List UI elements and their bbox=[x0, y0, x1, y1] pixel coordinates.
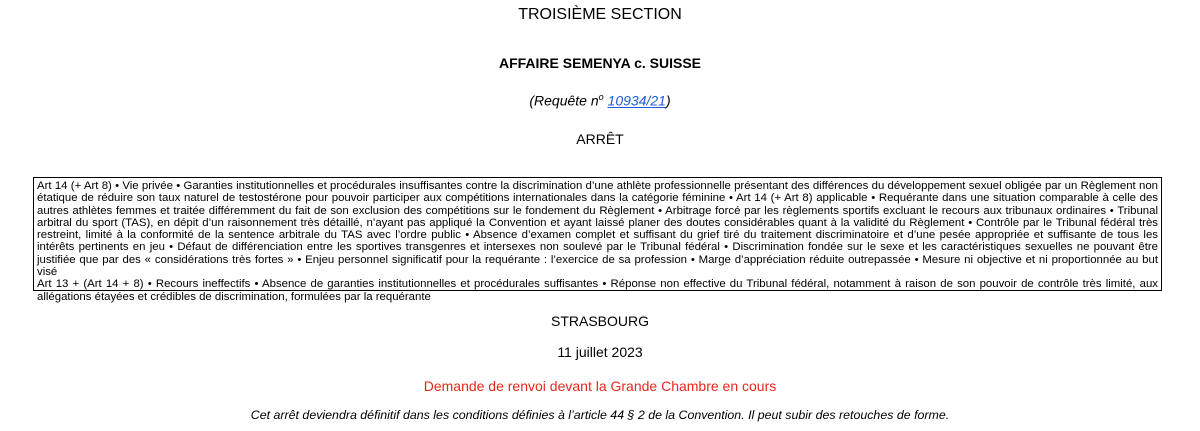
judgment-label: ARRÊT bbox=[576, 131, 624, 147]
request-ordinal: o bbox=[598, 92, 604, 102]
finality-note: Cet arrêt deviendra définitif dans les conditions définies à l’article 44 § 2 de la Convention. Il peut subir des retouches de forme. bbox=[250, 408, 950, 422]
judgment-date: 11 juillet 2023 bbox=[557, 344, 643, 360]
section-heading: TROISIÈME SECTION bbox=[518, 6, 682, 23]
request-suffix: ) bbox=[665, 92, 671, 109]
keywords-paragraph-art14: Art 14 (+ Art 8) • Vie privée • Garanties institutionnelles et procédurales insuffisantes contre la discrimination d’une athlète professionnelle présentant des différences du développement sexuel obligée par un Règlement non étatique de réduire son taux naturel de testostérone pour pouvoir participer aux compétitions internationales dans la catégorie féminine • Art 14 (+ Art 8) applicable • Requérante dans une situation comparable à celle des autres athlètes femmes et traitée différemment du fait de son exclusion des compétitions sur le fondement du Règlement • Arbitrage forcé par les règlements sportifs excluant le recours aux tribunaux ordinaires • Tribunal arbitral du sport (TAS), en dépit d’un raisonnement très détaillé, n’ayant pas appliqué la Convention et ayant laissé planer des doutes considérables quant à la validité du Règlement • Contrôle par le Tribunal fédéral très restreint, limité à la conformité de la sentence arbitrale du TAS avec l’ordre public • Absence d’examen complet et suffisant du grief tiré du traitement discriminatoire et d’une pesée appropriée et suffisante de tous les intérêts pertinents en jeu • Défaut de différenciation entre les sportives transgenres et intersexes non soulevé par le Tribunal fédéral • Discrimination fondée sur le sexe et les caractéristiques sexuelles ne pouvant être justifiée que par des « considérations très fortes » • Enjeu personnel significatif pour la requérante : l’exercice de sa profession • Marge d’appréciation réduite outrepassée • Mesure ni objective et ni proportionnée au but visé bbox=[37, 180, 1158, 279]
place: STRASBOURG bbox=[550, 313, 649, 329]
request-number-link[interactable]: 10934/21 bbox=[607, 92, 666, 109]
keywords-box bbox=[33, 177, 1162, 303]
request-number-line bbox=[0, 87, 1200, 111]
request-prefix: (Requête n bbox=[529, 92, 599, 109]
referral-status: Demande de renvoi devant la Grande Chambre en cours bbox=[423, 378, 777, 394]
case-title: AFFAIRE SEMENYA c. SUISSE bbox=[498, 55, 701, 71]
keywords-paragraph-art13: Art 13 + (Art 14 + 8) • Recours ineffectifs • Absence de garanties institutionnelles et procédurales suffisantes • Réponse non effective du Tribunal fédéral, notamment à raison de son pouvoir de contrôle très limité, aux allégations étayées et crédibles de discrimination, formulées par la requérante bbox=[37, 278, 1158, 303]
